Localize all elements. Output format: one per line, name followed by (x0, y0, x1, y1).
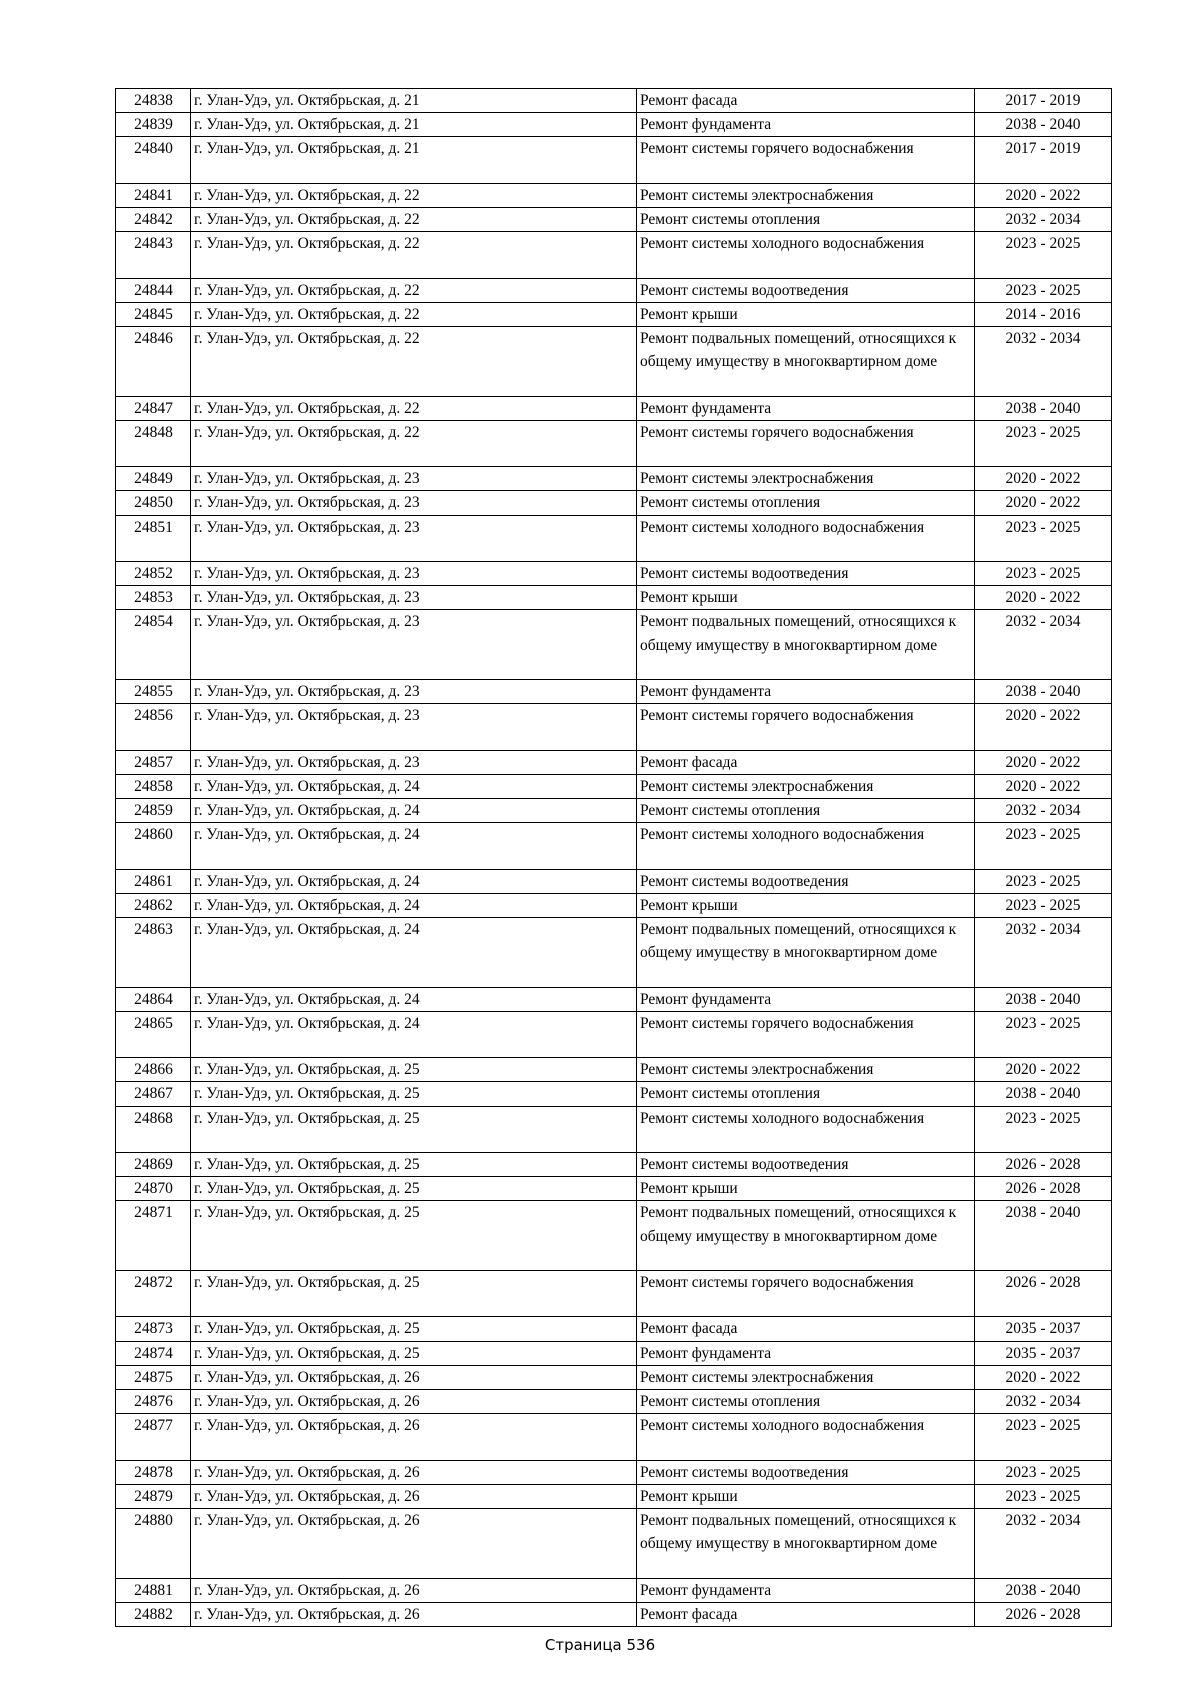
row-number-cell: 24862 (116, 893, 191, 917)
row-number-cell: 24855 (116, 679, 191, 703)
row-number-cell: 24851 (116, 515, 191, 561)
table-row (116, 987, 1112, 1011)
work-type-cell: Ремонт подвальных помещений, относящихся к общему имуществу в многоквартирном доме (637, 1201, 975, 1271)
table-row (116, 798, 1112, 822)
period-cell: 2023 - 2025 (975, 561, 1112, 585)
period-cell: 2032 - 2034 (975, 610, 1112, 680)
work-type-cell: Ремонт системы холодного водоснабжения (637, 1414, 975, 1460)
work-type-cell: Ремонт фундамента (637, 1341, 975, 1365)
row-number-cell: 24863 (116, 917, 191, 987)
address-cell: г. Улан-Удэ, ул. Октябрьская, д. 23 (191, 679, 637, 703)
table-row (116, 1460, 1112, 1484)
row-number-cell: 24858 (116, 774, 191, 798)
table-row (116, 1578, 1112, 1602)
row-number-cell: 24882 (116, 1602, 191, 1626)
work-type-cell: Ремонт крыши (637, 893, 975, 917)
period-cell: 2035 - 2037 (975, 1341, 1112, 1365)
address-cell: г. Улан-Удэ, ул. Октябрьская, д. 25 (191, 1152, 637, 1176)
row-number-cell: 24865 (116, 1011, 191, 1057)
row-number-cell: 24879 (116, 1484, 191, 1508)
address-cell: г. Улан-Удэ, ул. Октябрьская, д. 23 (191, 491, 637, 515)
work-type-cell: Ремонт системы горячего водоснабжения (637, 137, 975, 183)
work-type-cell: Ремонт подвальных помещений, относящихся к общему имуществу в многоквартирном доме (637, 327, 975, 397)
work-type-cell: Ремонт фундамента (637, 113, 975, 137)
work-type-cell: Ремонт фундамента (637, 396, 975, 420)
address-cell: г. Улан-Удэ, ул. Октябрьская, д. 26 (191, 1602, 637, 1626)
address-cell: г. Улан-Удэ, ул. Октябрьская, д. 23 (191, 467, 637, 491)
address-cell: г. Улан-Удэ, ул. Октябрьская, д. 22 (191, 302, 637, 326)
table-row (116, 515, 1112, 561)
period-cell: 2020 - 2022 (975, 1365, 1112, 1389)
row-number-cell: 24868 (116, 1106, 191, 1152)
period-cell: 2020 - 2022 (975, 183, 1112, 207)
period-cell: 2020 - 2022 (975, 467, 1112, 491)
work-type-cell: Ремонт крыши (637, 586, 975, 610)
table-row (116, 327, 1112, 397)
period-cell: 2020 - 2022 (975, 586, 1112, 610)
work-type-cell: Ремонт системы холодного водоснабжения (637, 232, 975, 278)
work-type-cell: Ремонт системы горячего водоснабжения (637, 704, 975, 750)
work-type-cell: Ремонт системы холодного водоснабжения (637, 515, 975, 561)
period-cell: 2023 - 2025 (975, 420, 1112, 466)
period-cell: 2038 - 2040 (975, 396, 1112, 420)
row-number-cell: 24841 (116, 183, 191, 207)
address-cell: г. Улан-Удэ, ул. Октябрьская, д. 22 (191, 208, 637, 232)
table-row (116, 917, 1112, 987)
table-row (116, 183, 1112, 207)
period-cell: 2032 - 2034 (975, 798, 1112, 822)
address-cell: г. Улан-Удэ, ул. Октябрьская, д. 22 (191, 420, 637, 466)
work-type-cell: Ремонт фасада (637, 1317, 975, 1341)
table-row (116, 1602, 1112, 1626)
table-row (116, 774, 1112, 798)
address-cell: г. Улан-Удэ, ул. Октябрьская, д. 24 (191, 869, 637, 893)
period-cell: 2032 - 2034 (975, 208, 1112, 232)
address-cell: г. Улан-Удэ, ул. Октябрьская, д. 23 (191, 586, 637, 610)
table-row (116, 113, 1112, 137)
period-cell: 2023 - 2025 (975, 869, 1112, 893)
table-row (116, 610, 1112, 680)
work-type-cell: Ремонт фундамента (637, 1578, 975, 1602)
table-row (116, 89, 1112, 113)
address-cell: г. Улан-Удэ, ул. Октябрьская, д. 26 (191, 1484, 637, 1508)
row-number-cell: 24838 (116, 89, 191, 113)
table-row (116, 232, 1112, 278)
period-cell: 2026 - 2028 (975, 1270, 1112, 1316)
period-cell: 2020 - 2022 (975, 491, 1112, 515)
address-cell: г. Улан-Удэ, ул. Октябрьская, д. 22 (191, 183, 637, 207)
table-row (116, 586, 1112, 610)
table-row (116, 1011, 1112, 1057)
row-number-cell: 24856 (116, 704, 191, 750)
address-cell: г. Улан-Удэ, ул. Октябрьская, д. 26 (191, 1365, 637, 1389)
row-number-cell: 24854 (116, 610, 191, 680)
period-cell: 2026 - 2028 (975, 1602, 1112, 1626)
work-type-cell: Ремонт системы отопления (637, 1082, 975, 1106)
period-cell: 2038 - 2040 (975, 1082, 1112, 1106)
address-cell: г. Улан-Удэ, ул. Октябрьская, д. 25 (191, 1106, 637, 1152)
period-cell: 2020 - 2022 (975, 704, 1112, 750)
row-number-cell: 24874 (116, 1341, 191, 1365)
period-cell: 2014 - 2016 (975, 302, 1112, 326)
address-cell: г. Улан-Удэ, ул. Октябрьская, д. 23 (191, 704, 637, 750)
work-type-cell: Ремонт фасада (637, 1602, 975, 1626)
table-row (116, 1058, 1112, 1082)
address-cell: г. Улан-Удэ, ул. Октябрьская, д. 23 (191, 610, 637, 680)
period-cell: 2023 - 2025 (975, 1106, 1112, 1152)
page-number: Страница 536 (544, 1636, 656, 1654)
work-type-cell: Ремонт системы электроснабжения (637, 1058, 975, 1082)
address-cell: г. Улан-Удэ, ул. Октябрьская, д. 24 (191, 1011, 637, 1057)
work-type-cell: Ремонт подвальных помещений, относящихся к общему имуществу в многоквартирном доме (637, 610, 975, 680)
address-cell: г. Улан-Удэ, ул. Октябрьская, д. 26 (191, 1389, 637, 1413)
period-cell: 2017 - 2019 (975, 137, 1112, 183)
address-cell: г. Улан-Удэ, ул. Октябрьская, д. 21 (191, 137, 637, 183)
address-cell: г. Улан-Удэ, ул. Октябрьская, д. 26 (191, 1460, 637, 1484)
table-row (116, 467, 1112, 491)
work-type-cell: Ремонт подвальных помещений, относящихся к общему имуществу в многоквартирном доме (637, 1508, 975, 1578)
row-number-cell: 24852 (116, 561, 191, 585)
row-number-cell: 24872 (116, 1270, 191, 1316)
address-cell: г. Улан-Удэ, ул. Октябрьская, д. 24 (191, 893, 637, 917)
repair-schedule-table (115, 88, 1112, 1627)
table-row (116, 1082, 1112, 1106)
row-number-cell: 24846 (116, 327, 191, 397)
row-number-cell: 24867 (116, 1082, 191, 1106)
address-cell: г. Улан-Удэ, ул. Октябрьская, д. 24 (191, 987, 637, 1011)
table-row (116, 823, 1112, 869)
row-number-cell: 24869 (116, 1152, 191, 1176)
address-cell: г. Улан-Удэ, ул. Октябрьская, д. 21 (191, 113, 637, 137)
table-row (116, 704, 1112, 750)
row-number-cell: 24873 (116, 1317, 191, 1341)
address-cell: г. Улан-Удэ, ул. Октябрьская, д. 23 (191, 750, 637, 774)
table-row (116, 750, 1112, 774)
repair-schedule-body (116, 89, 1112, 1627)
period-cell: 2023 - 2025 (975, 1414, 1112, 1460)
address-cell: г. Улан-Удэ, ул. Октябрьская, д. 25 (191, 1082, 637, 1106)
work-type-cell: Ремонт системы горячего водоснабжения (637, 420, 975, 466)
table-row (116, 1177, 1112, 1201)
address-cell: г. Улан-Удэ, ул. Октябрьская, д. 25 (191, 1341, 637, 1365)
period-cell: 2023 - 2025 (975, 823, 1112, 869)
period-cell: 2023 - 2025 (975, 1460, 1112, 1484)
row-number-cell: 24880 (116, 1508, 191, 1578)
address-cell: г. Улан-Удэ, ул. Октябрьская, д. 24 (191, 823, 637, 869)
row-number-cell: 24864 (116, 987, 191, 1011)
work-type-cell: Ремонт системы отопления (637, 491, 975, 515)
row-number-cell: 24877 (116, 1414, 191, 1460)
address-cell: г. Улан-Удэ, ул. Октябрьская, д. 22 (191, 327, 637, 397)
row-number-cell: 24843 (116, 232, 191, 278)
work-type-cell: Ремонт крыши (637, 302, 975, 326)
work-type-cell: Ремонт системы отопления (637, 1389, 975, 1413)
work-type-cell: Ремонт системы водоотведения (637, 1152, 975, 1176)
period-cell: 2038 - 2040 (975, 113, 1112, 137)
period-cell: 2020 - 2022 (975, 750, 1112, 774)
row-number-cell: 24860 (116, 823, 191, 869)
row-number-cell: 24866 (116, 1058, 191, 1082)
work-type-cell: Ремонт системы водоотведения (637, 278, 975, 302)
work-type-cell: Ремонт крыши (637, 1484, 975, 1508)
period-cell: 2020 - 2022 (975, 1058, 1112, 1082)
row-number-cell: 24871 (116, 1201, 191, 1271)
row-number-cell: 24849 (116, 467, 191, 491)
row-number-cell: 24875 (116, 1365, 191, 1389)
table-row (116, 208, 1112, 232)
table-row (116, 278, 1112, 302)
table-row (116, 137, 1112, 183)
table-row (116, 1414, 1112, 1460)
address-cell: г. Улан-Удэ, ул. Октябрьская, д. 24 (191, 798, 637, 822)
address-cell: г. Улан-Удэ, ул. Октябрьская, д. 22 (191, 278, 637, 302)
address-cell: г. Улан-Удэ, ул. Октябрьская, д. 23 (191, 561, 637, 585)
row-number-cell: 24876 (116, 1389, 191, 1413)
table-row (116, 1365, 1112, 1389)
work-type-cell: Ремонт фасада (637, 89, 975, 113)
work-type-cell: Ремонт системы горячего водоснабжения (637, 1270, 975, 1316)
work-type-cell: Ремонт системы водоотведения (637, 1460, 975, 1484)
table-row (116, 893, 1112, 917)
table-row (116, 1389, 1112, 1413)
row-number-cell: 24848 (116, 420, 191, 466)
address-cell: г. Улан-Удэ, ул. Октябрьская, д. 25 (191, 1177, 637, 1201)
table-row (116, 679, 1112, 703)
period-cell: 2026 - 2028 (975, 1152, 1112, 1176)
work-type-cell: Ремонт системы отопления (637, 208, 975, 232)
table-row (116, 302, 1112, 326)
table-row (116, 491, 1112, 515)
period-cell: 2023 - 2025 (975, 515, 1112, 561)
address-cell: г. Улан-Удэ, ул. Октябрьская, д. 25 (191, 1201, 637, 1271)
table-row (116, 869, 1112, 893)
row-number-cell: 24845 (116, 302, 191, 326)
row-number-cell: 24857 (116, 750, 191, 774)
row-number-cell: 24853 (116, 586, 191, 610)
row-number-cell: 24847 (116, 396, 191, 420)
work-type-cell: Ремонт системы электроснабжения (637, 1365, 975, 1389)
table-row (116, 1341, 1112, 1365)
table-row (116, 1508, 1112, 1578)
period-cell: 2032 - 2034 (975, 917, 1112, 987)
work-type-cell: Ремонт системы электроснабжения (637, 467, 975, 491)
table-row (116, 1106, 1112, 1152)
period-cell: 2038 - 2040 (975, 1578, 1112, 1602)
row-number-cell: 24881 (116, 1578, 191, 1602)
address-cell: г. Улан-Удэ, ул. Октябрьская, д. 24 (191, 774, 637, 798)
address-cell: г. Улан-Удэ, ул. Октябрьская, д. 22 (191, 396, 637, 420)
period-cell: 2032 - 2034 (975, 1508, 1112, 1578)
row-number-cell: 24839 (116, 113, 191, 137)
row-number-cell: 24844 (116, 278, 191, 302)
row-number-cell: 24850 (116, 491, 191, 515)
period-cell: 2032 - 2034 (975, 1389, 1112, 1413)
table-row (116, 1484, 1112, 1508)
work-type-cell: Ремонт системы отопления (637, 798, 975, 822)
work-type-cell: Ремонт фасада (637, 750, 975, 774)
period-cell: 2026 - 2028 (975, 1177, 1112, 1201)
row-number-cell: 24840 (116, 137, 191, 183)
period-cell: 2020 - 2022 (975, 774, 1112, 798)
work-type-cell: Ремонт крыши (637, 1177, 975, 1201)
period-cell: 2023 - 2025 (975, 893, 1112, 917)
address-cell: г. Улан-Удэ, ул. Октябрьская, д. 26 (191, 1578, 637, 1602)
period-cell: 2035 - 2037 (975, 1317, 1112, 1341)
row-number-cell: 24861 (116, 869, 191, 893)
address-cell: г. Улан-Удэ, ул. Октябрьская, д. 23 (191, 515, 637, 561)
row-number-cell: 24870 (116, 1177, 191, 1201)
work-type-cell: Ремонт подвальных помещений, относящихся к общему имуществу в многоквартирном доме (637, 917, 975, 987)
work-type-cell: Ремонт фундамента (637, 679, 975, 703)
period-cell: 2038 - 2040 (975, 1201, 1112, 1271)
address-cell: г. Улан-Удэ, ул. Октябрьская, д. 21 (191, 89, 637, 113)
period-cell: 2023 - 2025 (975, 278, 1112, 302)
work-type-cell: Ремонт системы электроснабжения (637, 774, 975, 798)
period-cell: 2023 - 2025 (975, 1011, 1112, 1057)
address-cell: г. Улан-Удэ, ул. Октябрьская, д. 25 (191, 1317, 637, 1341)
period-cell: 2032 - 2034 (975, 327, 1112, 397)
address-cell: г. Улан-Удэ, ул. Октябрьская, д. 25 (191, 1270, 637, 1316)
work-type-cell: Ремонт фундамента (637, 987, 975, 1011)
table-row (116, 1152, 1112, 1176)
period-cell: 2023 - 2025 (975, 1484, 1112, 1508)
table-row (116, 420, 1112, 466)
address-cell: г. Улан-Удэ, ул. Октябрьская, д. 22 (191, 232, 637, 278)
period-cell: 2017 - 2019 (975, 89, 1112, 113)
address-cell: г. Улан-Удэ, ул. Октябрьская, д. 24 (191, 917, 637, 987)
row-number-cell: 24859 (116, 798, 191, 822)
work-type-cell: Ремонт системы холодного водоснабжения (637, 1106, 975, 1152)
period-cell: 2023 - 2025 (975, 232, 1112, 278)
address-cell: г. Улан-Удэ, ул. Октябрьская, д. 25 (191, 1058, 637, 1082)
period-cell: 2038 - 2040 (975, 987, 1112, 1011)
work-type-cell: Ремонт системы водоотведения (637, 869, 975, 893)
table-row (116, 1201, 1112, 1271)
row-number-cell: 24842 (116, 208, 191, 232)
address-cell: г. Улан-Удэ, ул. Октябрьская, д. 26 (191, 1414, 637, 1460)
table-row (116, 561, 1112, 585)
row-number-cell: 24878 (116, 1460, 191, 1484)
table-row (116, 1270, 1112, 1316)
period-cell: 2038 - 2040 (975, 679, 1112, 703)
work-type-cell: Ремонт системы водоотведения (637, 561, 975, 585)
work-type-cell: Ремонт системы горячего водоснабжения (637, 1011, 975, 1057)
work-type-cell: Ремонт системы холодного водоснабжения (637, 823, 975, 869)
table-row (116, 1317, 1112, 1341)
work-type-cell: Ремонт системы электроснабжения (637, 183, 975, 207)
address-cell: г. Улан-Удэ, ул. Октябрьская, д. 26 (191, 1508, 637, 1578)
table-row (116, 396, 1112, 420)
